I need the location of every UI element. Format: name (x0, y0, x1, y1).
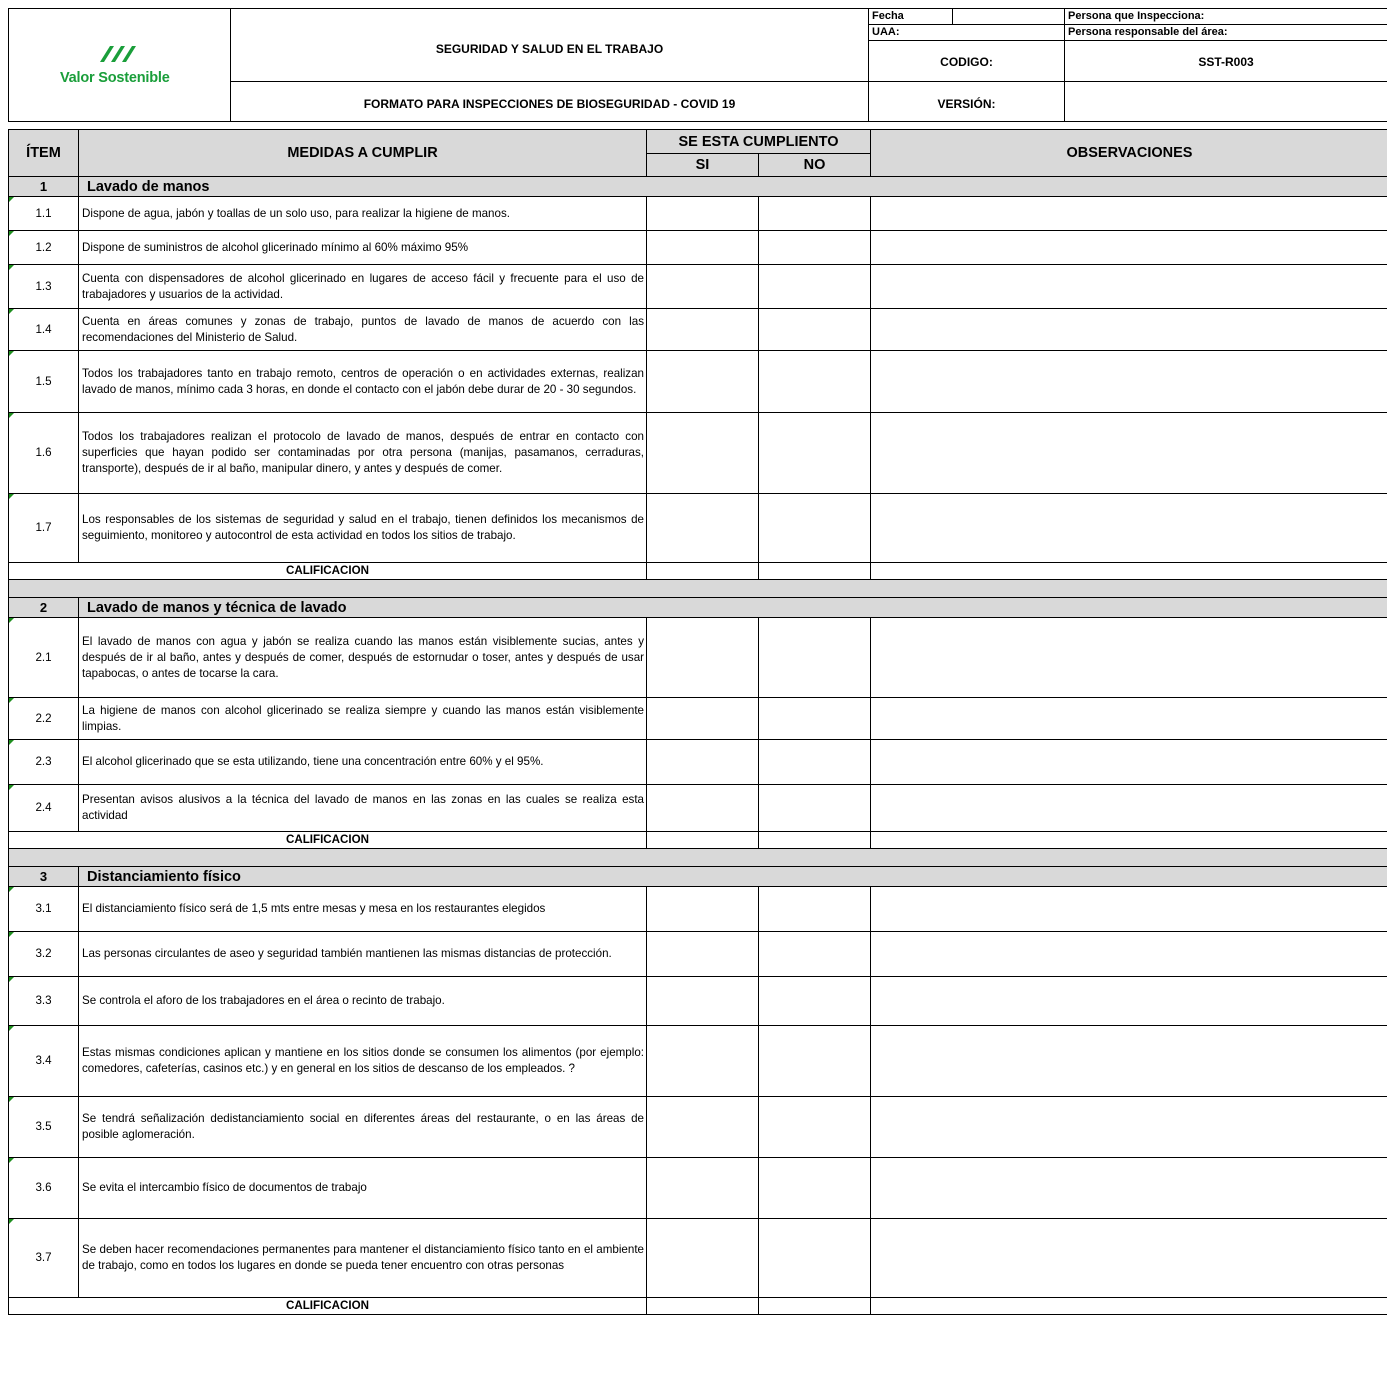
col-compliance-header: SE ESTA CUMPLIENTO (647, 130, 871, 154)
measure-text-content: Dispone de suministros de alcohol glicerinado mínimo al 60% máximo 95% (82, 240, 469, 254)
measure-text (79, 740, 647, 785)
form-header (0, 8, 1387, 129)
observations-cell[interactable] (871, 413, 1387, 494)
column-header-row (9, 130, 1387, 154)
item-number (9, 231, 79, 265)
rating-row (9, 563, 1387, 580)
comment-marker-icon (9, 494, 14, 499)
table-row (9, 351, 1387, 413)
rating-yes-cell[interactable] (647, 832, 759, 849)
item-number (9, 618, 79, 698)
fecha-label: Fecha (872, 10, 904, 22)
measure-text-content: Todos los trabajadores realizan el protocolo de lavado de manos, después de entrar en contacto con superficies que hayan podido ser contaminadas por otra persona (manijas, pasamanos, cerraduras, transporte), después de ir al baño, manipular dinero, y antes y después de comer. (82, 430, 644, 475)
comment-marker-icon (9, 413, 14, 418)
rating-no-cell[interactable] (759, 832, 871, 849)
comment-marker-icon (9, 309, 14, 314)
yes-cell[interactable] (647, 740, 759, 785)
observations-cell[interactable] (871, 932, 1387, 977)
rating-no-cell[interactable] (759, 1298, 871, 1315)
spacer-cell (9, 580, 1387, 598)
measure-text-content: Se evita el intercambio físico de documentos de trabajo (82, 1181, 367, 1194)
comment-marker-icon (9, 1026, 14, 1031)
item-number-label: 3.6 (35, 1181, 52, 1194)
no-cell[interactable] (759, 309, 871, 351)
no-cell[interactable] (759, 351, 871, 413)
table-row (9, 309, 1387, 351)
measure-text (79, 1219, 647, 1298)
item-number-label: 1.2 (35, 240, 52, 254)
comment-marker-icon (9, 698, 14, 703)
rating-observations-cell[interactable] (871, 1298, 1387, 1315)
item-number (9, 1097, 79, 1158)
item-number-label: 1.3 (35, 279, 52, 293)
item-number (9, 785, 79, 832)
measure-text (79, 413, 647, 494)
measure-text-content: Se tendrá señalización dedistanciamiento social en diferentes áreas del restaurante, o en las áreas de posible aglomeración. (82, 1112, 644, 1141)
observations-cell[interactable] (871, 1219, 1387, 1298)
checklist-table (8, 129, 1387, 1315)
observations-cell[interactable] (871, 618, 1387, 698)
observations-cell[interactable] (871, 309, 1387, 351)
rating-label: CALIFICACION (9, 1298, 647, 1315)
company-name: Valor Sostenible (60, 70, 170, 86)
measure-text (79, 977, 647, 1026)
measure-text-content: Todos los trabajadores tanto en trabajo remoto, centros de operación o en actividades externas, realizan lavado de manos, mínimo cada 3 horas, en donde el contacto con el jabón debe durar de 20 - 30 segundos. (82, 366, 644, 396)
rating-yes-cell[interactable] (647, 1298, 759, 1315)
table-row (9, 494, 1387, 563)
comment-marker-icon (9, 1219, 14, 1224)
item-number-label: 2.2 (35, 711, 52, 725)
no-cell[interactable] (759, 618, 871, 698)
rating-label: CALIFICACION (9, 563, 647, 580)
section-title: Distanciamiento físico (79, 867, 1387, 887)
comment-marker-icon (9, 932, 14, 937)
comment-marker-icon (9, 740, 14, 745)
rating-no-cell[interactable] (759, 563, 871, 580)
item-number-label: 2.4 (35, 801, 52, 814)
item-number-label: 3.1 (35, 902, 52, 915)
yes-cell[interactable] (647, 197, 759, 231)
observations-cell[interactable] (871, 740, 1387, 785)
item-number (9, 197, 79, 231)
table-row (9, 197, 1387, 231)
responsible-label: Persona responsable del área: (1068, 26, 1228, 38)
table-row (9, 618, 1387, 698)
measure-text-content: Cuenta con dispensadores de alcohol glicerinado en lugares de acceso fácil y frecuente para el uso de trabajadores y usuarios de la actividad. (82, 271, 644, 301)
no-cell[interactable] (759, 785, 871, 832)
inspector-label: Persona que Inspecciona: (1068, 10, 1205, 22)
item-number-label: 1.7 (35, 521, 52, 534)
yes-cell[interactable] (647, 785, 759, 832)
comment-marker-icon (9, 887, 14, 892)
measure-text-content: Las personas circulantes de aseo y seguridad también mantienen las mismas distancias de protección. (82, 947, 612, 960)
observations-cell[interactable] (871, 1097, 1387, 1158)
no-cell[interactable] (759, 887, 871, 932)
no-cell[interactable] (759, 932, 871, 977)
item-number (9, 740, 79, 785)
item-number-label: 3.2 (35, 947, 52, 960)
item-number-label: 3.4 (35, 1054, 52, 1067)
measure-text (79, 785, 647, 832)
measure-text-content: Cuenta en áreas comunes y zonas de trabajo, puntos de lavado de manos de acuerdo con las recomendaciones del Ministerio de Salud. (82, 314, 644, 344)
item-number-label: 3.7 (35, 1251, 52, 1264)
rating-label: CALIFICACION (9, 832, 647, 849)
item-number (9, 494, 79, 563)
rating-row (9, 1298, 1387, 1315)
measure-text (79, 309, 647, 351)
yes-cell[interactable] (647, 698, 759, 740)
measure-text (79, 197, 647, 231)
no-cell[interactable] (759, 698, 871, 740)
no-cell[interactable] (759, 265, 871, 309)
section-number: 2 (9, 598, 79, 618)
no-cell[interactable] (759, 1097, 871, 1158)
observations-cell[interactable] (871, 887, 1387, 932)
measure-text-content: Se controla el aforo de los trabajadores en el área o recinto de trabajo. (82, 994, 445, 1007)
comment-marker-icon (9, 265, 14, 270)
observations-cell[interactable] (871, 1026, 1387, 1097)
no-cell[interactable] (759, 494, 871, 563)
codigo-label: CODIGO: (940, 55, 993, 69)
yes-cell[interactable] (647, 1026, 759, 1097)
col-measures-header: MEDIDAS A CUMPLIR (79, 130, 647, 177)
comment-marker-icon (9, 977, 14, 982)
table-row (9, 1026, 1387, 1097)
section-title: Lavado de manos y técnica de lavado (79, 598, 1387, 618)
table-row (9, 932, 1387, 977)
section-number: 3 (9, 867, 79, 887)
no-cell[interactable] (759, 1158, 871, 1219)
measure-text-content: Estas mismas condiciones aplican y mantiene en los sitios donde se consumen los alimentos (por ejemplo: comedores, cafeterías, casinos etc.) y en general en los sitios de descanso de los empleados. ? (82, 1046, 644, 1075)
rating-row (9, 832, 1387, 849)
rating-observations-cell[interactable] (871, 832, 1387, 849)
section-spacer (9, 580, 1387, 598)
observations-cell[interactable] (871, 977, 1387, 1026)
item-number (9, 351, 79, 413)
measure-text-content: El distanciamiento físico será de 1,5 mts entre mesas y mesa en los restaurantes elegidos (82, 902, 546, 915)
measure-text-content: Se deben hacer recomendaciones permanentes para mantener el distanciamiento físico tanto en el ambiente de trabajo, como en todos los lugares en donde se pueda tener encuentro con otras personas (82, 1243, 644, 1272)
section-header-row (9, 867, 1387, 887)
yes-cell[interactable] (647, 494, 759, 563)
measure-text (79, 618, 647, 698)
item-number (9, 1026, 79, 1097)
comment-marker-icon (9, 231, 14, 236)
table-row (9, 1097, 1387, 1158)
yes-cell[interactable] (647, 413, 759, 494)
yes-cell[interactable] (647, 618, 759, 698)
item-number-label: 1.1 (35, 206, 52, 220)
item-number-label: 2.1 (35, 650, 52, 664)
measure-text (79, 1026, 647, 1097)
measure-text (79, 1158, 647, 1219)
measure-text-content: La higiene de manos con alcohol glicerinado se realiza siempre y cuando las manos están visiblemente limpias. (82, 703, 644, 733)
yes-cell[interactable] (647, 1219, 759, 1298)
measure-text (79, 698, 647, 740)
measure-text (79, 351, 647, 413)
table-row (9, 785, 1387, 832)
comment-marker-icon (9, 618, 14, 623)
item-number-label: 1.4 (35, 322, 52, 336)
section-header-row (9, 177, 1387, 197)
no-cell[interactable] (759, 1219, 871, 1298)
yes-cell[interactable] (647, 309, 759, 351)
item-number (9, 265, 79, 309)
table-row (9, 265, 1387, 309)
section-number: 1 (9, 177, 79, 197)
observations-cell[interactable] (871, 698, 1387, 740)
item-number (9, 1219, 79, 1298)
no-cell[interactable] (759, 1026, 871, 1097)
observations-cell[interactable] (871, 351, 1387, 413)
observations-cell[interactable] (871, 231, 1387, 265)
col-item-header: ÍTEM (9, 130, 79, 177)
measure-text-content: Dispone de agua, jabón y toallas de un solo uso, para realizar la higiene de manos. (82, 206, 510, 220)
rating-yes-cell[interactable] (647, 563, 759, 580)
comment-marker-icon (9, 1097, 14, 1102)
measure-text-content: El alcohol glicerinado que se esta utilizando, tiene una concentración entre 60% y el 95%. (82, 755, 544, 768)
table-row (9, 698, 1387, 740)
company-logo (60, 42, 190, 92)
table-row (9, 1158, 1387, 1219)
col-observations-header: OBSERVACIONES (871, 130, 1387, 177)
yes-cell[interactable] (647, 977, 759, 1026)
measure-text-content: Los responsables de los sistemas de seguridad y salud en el trabajo, tienen definidos los mecanismos de seguimiento, monitoreo y autocontrol de esta actividad en todos los sitios de trabajo. (82, 513, 644, 542)
uaa-label: UAA: (872, 26, 900, 38)
rating-observations-cell[interactable] (871, 563, 1387, 580)
no-cell[interactable] (759, 231, 871, 265)
table-row (9, 887, 1387, 932)
measure-text (79, 494, 647, 563)
table-row (9, 1219, 1387, 1298)
yes-cell[interactable] (647, 1097, 759, 1158)
item-number (9, 698, 79, 740)
item-number-label: 1.6 (35, 446, 52, 459)
yes-cell[interactable] (647, 1158, 759, 1219)
no-cell[interactable] (759, 740, 871, 785)
no-cell[interactable] (759, 413, 871, 494)
item-number-label: 3.3 (35, 994, 52, 1007)
item-number (9, 932, 79, 977)
table-row (9, 977, 1387, 1026)
item-number (9, 309, 79, 351)
yes-cell[interactable] (647, 265, 759, 309)
comment-marker-icon (9, 351, 14, 356)
measure-text (79, 932, 647, 977)
item-number-label: 1.5 (35, 374, 52, 388)
no-cell[interactable] (759, 197, 871, 231)
measure-text (79, 231, 647, 265)
measure-text (79, 887, 647, 932)
measure-text-content: El lavado de manos con agua y jabón se realiza cuando las manos están visiblemente sucias, antes y después de ir al baño, antes y después de comer, después de estornudar o toser, antes y después de usar tapabocas, o antes de tocarse la cara. (82, 634, 644, 680)
col-no-header: NO (759, 154, 871, 177)
observations-cell[interactable] (871, 494, 1387, 563)
item-number (9, 977, 79, 1026)
yes-cell[interactable] (647, 231, 759, 265)
form-title-top: SEGURIDAD Y SALUD EN EL TRABAJO (435, 42, 664, 56)
comment-marker-icon (9, 785, 14, 790)
logo-mark-icon (98, 42, 142, 64)
measure-text (79, 265, 647, 309)
yes-cell[interactable] (647, 351, 759, 413)
spacer-cell (9, 849, 1387, 867)
section-spacer (9, 849, 1387, 867)
yes-cell[interactable] (647, 932, 759, 977)
no-cell[interactable] (759, 977, 871, 1026)
observations-cell[interactable] (871, 1158, 1387, 1219)
observations-cell[interactable] (871, 197, 1387, 231)
yes-cell[interactable] (647, 887, 759, 932)
section-title: Lavado de manos (79, 177, 1387, 197)
comment-marker-icon (9, 1158, 14, 1163)
table-row (9, 231, 1387, 265)
item-number (9, 413, 79, 494)
col-yes-header: SI (647, 154, 759, 177)
table-row (9, 413, 1387, 494)
form-title-bottom: FORMATO PARA INSPECCIONES DE BIOSEGURIDAD - COVID 19 (363, 97, 736, 111)
measure-text (79, 1097, 647, 1158)
comment-marker-icon (9, 197, 14, 202)
table-row (9, 740, 1387, 785)
observations-cell[interactable] (871, 265, 1387, 309)
codigo-value: SST-R003 (1198, 55, 1254, 69)
observations-cell[interactable] (871, 785, 1387, 832)
item-number (9, 887, 79, 932)
measure-text-content: Presentan avisos alusivos a la técnica del lavado de manos en las zonas en las cuales se realiza esta actividad (82, 793, 644, 822)
section-header-row (9, 598, 1387, 618)
version-label: VERSIÓN: (937, 97, 996, 111)
item-number-label: 2.3 (35, 755, 52, 768)
item-number-label: 3.5 (35, 1120, 52, 1133)
item-number (9, 1158, 79, 1219)
